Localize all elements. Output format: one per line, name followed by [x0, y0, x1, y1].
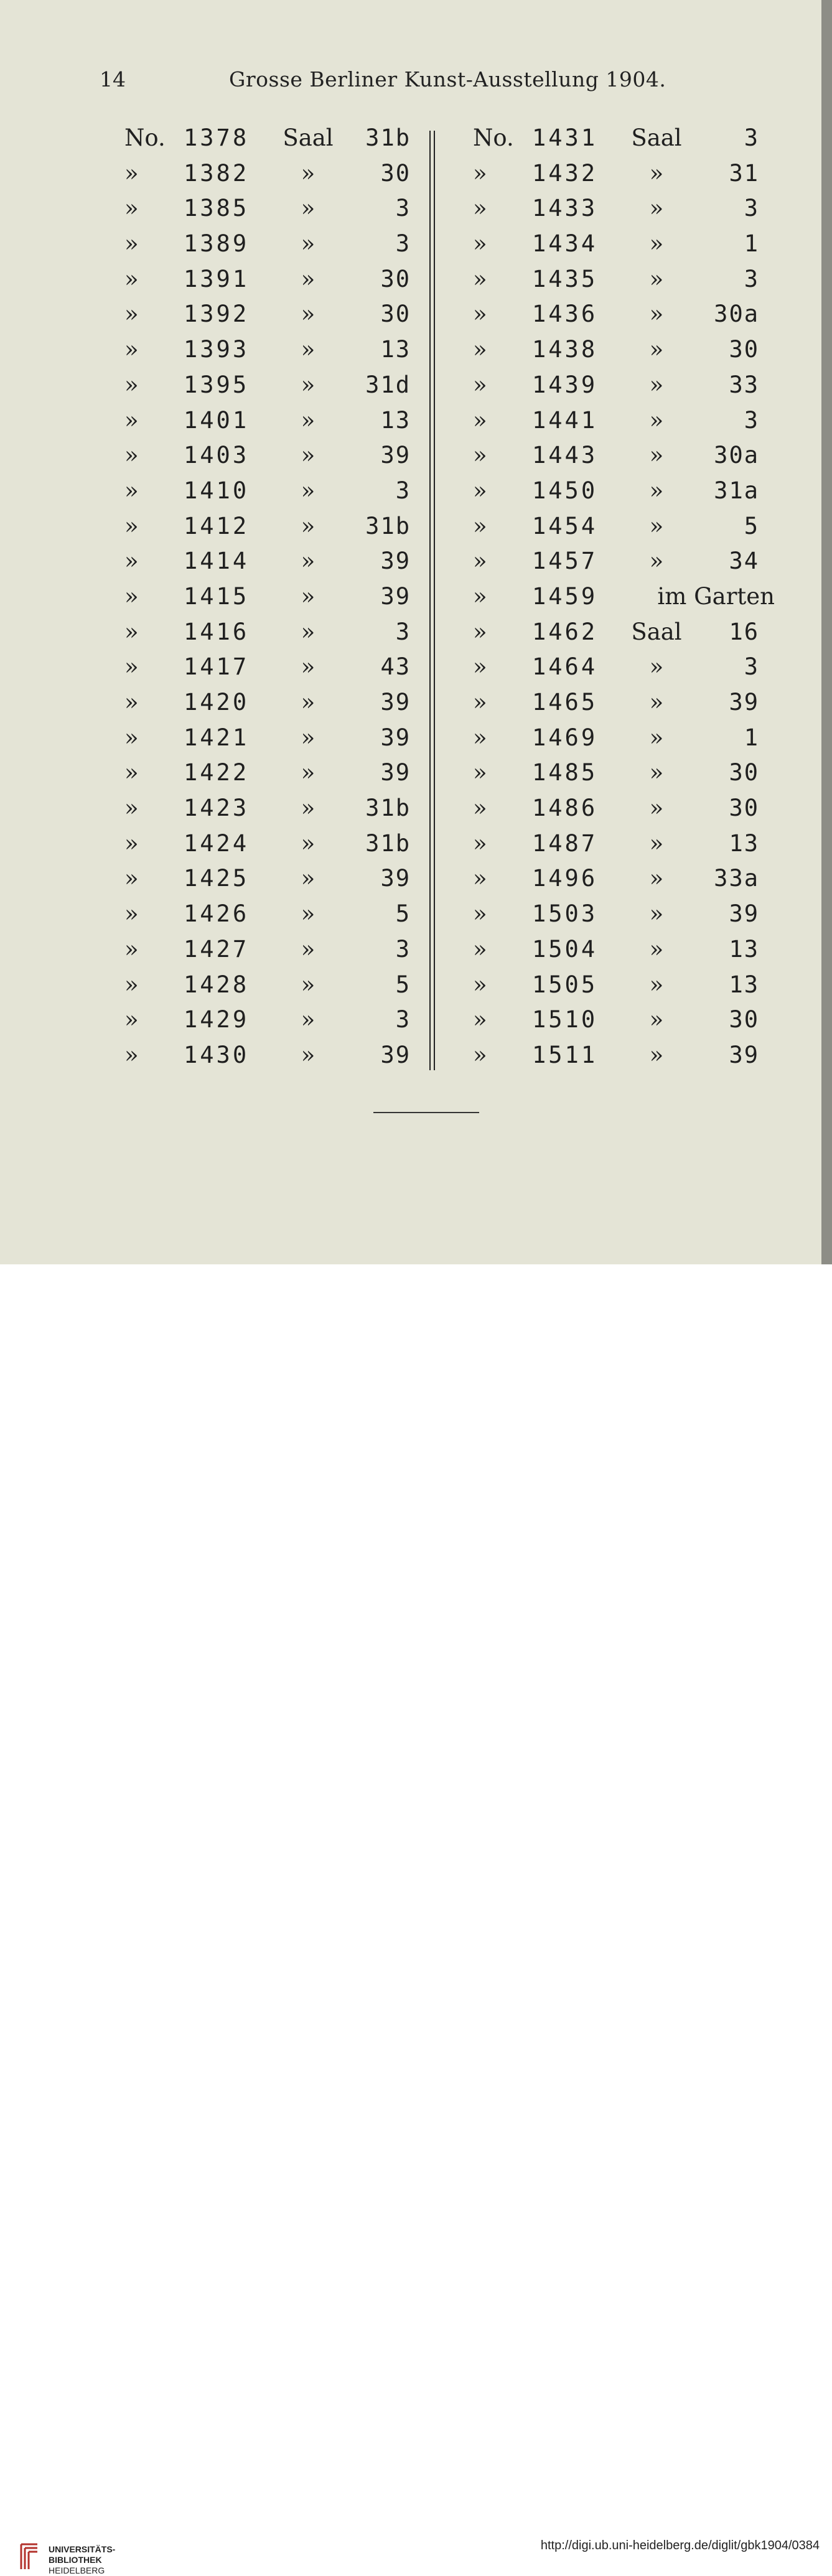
catalog-number: 1415 [184, 582, 250, 610]
entry-prefix: » [124, 336, 139, 363]
entry-prefix: » [124, 301, 139, 328]
entry-prefix: » [124, 159, 139, 187]
room-number: 31b [365, 829, 411, 857]
saal-label: » [301, 1041, 316, 1068]
catalog-number: 1457 [532, 548, 598, 575]
room-number: 31d [365, 371, 411, 398]
saal-label: » [649, 795, 664, 822]
catalog-number: 1434 [532, 230, 598, 258]
saal-label: » [649, 865, 664, 892]
room-number: 39 [380, 865, 411, 892]
saal-label: » [301, 935, 316, 963]
entry-prefix: » [473, 724, 487, 751]
saal-label: im Garten [657, 582, 775, 610]
entry-prefix: » [473, 548, 487, 575]
catalog-number: 1385 [184, 195, 250, 222]
saal-label: » [649, 477, 664, 504]
room-number: 3 [744, 265, 759, 292]
catalog-number: 1439 [532, 371, 598, 398]
saal-label: » [649, 653, 664, 681]
saal-label: » [301, 371, 316, 398]
entry-prefix: » [473, 159, 487, 187]
footer-bar [0, 1264, 832, 2575]
catalog-number: 1435 [532, 265, 598, 292]
room-number: 31a [714, 477, 759, 504]
room-number: 13 [380, 336, 411, 363]
entry-prefix: No. [124, 124, 166, 151]
saal-label: » [649, 935, 664, 963]
saal-label: » [649, 548, 664, 575]
room-number: 39 [729, 1041, 759, 1068]
saal-label: » [301, 829, 316, 857]
room-number: 3 [744, 195, 759, 222]
saal-label: » [649, 1041, 664, 1068]
catalog-number: 1421 [184, 724, 250, 751]
room-number: 39 [380, 582, 411, 610]
entry-prefix: » [473, 689, 487, 716]
column-divider-right-line [434, 131, 435, 1070]
room-number: 3 [395, 1006, 411, 1034]
saal-label: » [301, 900, 316, 928]
saal-label: » [649, 336, 664, 363]
catalog-number: 1393 [184, 336, 250, 363]
saal-label: » [301, 406, 316, 434]
entry-prefix: » [473, 759, 487, 786]
saal-label: » [301, 759, 316, 786]
entry-prefix: » [124, 442, 139, 469]
room-number: 30a [714, 301, 759, 328]
scanned-page [0, 0, 821, 1264]
catalog-number: 1441 [532, 406, 598, 434]
saal-label: » [649, 689, 664, 716]
entry-prefix: » [124, 759, 139, 786]
saal-label: » [301, 689, 316, 716]
saal-label: Saal [631, 124, 682, 151]
saal-label: » [649, 230, 664, 258]
catalog-number: 1414 [184, 548, 250, 575]
entry-prefix: » [473, 195, 487, 222]
saal-label: » [649, 1006, 664, 1034]
page-edge [821, 0, 832, 1264]
room-number: 30 [729, 759, 759, 786]
catalog-number: 1487 [532, 829, 598, 857]
entry-prefix: No. [473, 124, 514, 151]
end-rule [373, 1112, 479, 1113]
saal-label: » [649, 900, 664, 928]
source-url-link[interactable]: http://digi.ub.uni-heidelberg.de/diglit/gbk1904/0384 [540, 2539, 820, 2552]
catalog-number: 1511 [532, 1041, 598, 1068]
room-number: 30 [380, 159, 411, 187]
entry-prefix: » [124, 371, 139, 398]
entry-prefix: » [473, 336, 487, 363]
room-number: 39 [380, 724, 411, 751]
saal-label: » [649, 301, 664, 328]
entry-prefix: » [473, 795, 487, 822]
room-number: 30 [380, 301, 411, 328]
entry-prefix: » [124, 265, 139, 292]
entry-prefix: » [473, 512, 487, 539]
catalog-number: 1401 [184, 406, 250, 434]
room-number: 39 [380, 442, 411, 469]
entry-prefix: » [473, 1041, 487, 1068]
catalog-number: 1426 [184, 900, 250, 928]
saal-label: » [301, 477, 316, 504]
entry-prefix: » [124, 1006, 139, 1034]
saal-label: » [301, 265, 316, 292]
catalog-number: 1423 [184, 795, 250, 822]
entry-prefix: » [473, 971, 487, 998]
room-number: 39 [729, 900, 759, 928]
room-number: 13 [380, 406, 411, 434]
catalog-number: 1420 [184, 689, 250, 716]
saal-label: » [301, 653, 316, 681]
catalog-number: 1427 [184, 935, 250, 963]
catalog-number: 1486 [532, 795, 598, 822]
entry-prefix: » [124, 829, 139, 857]
catalog-number: 1422 [184, 759, 250, 786]
room-number: 13 [729, 829, 759, 857]
saal-label: » [301, 230, 316, 258]
catalog-number: 1450 [532, 477, 598, 504]
entry-prefix: » [473, 865, 487, 892]
catalog-number: 1510 [532, 1006, 598, 1034]
logo-line-2: BIBLIOTHEK [49, 2555, 102, 2565]
saal-label: » [301, 1006, 316, 1034]
saal-label: » [649, 265, 664, 292]
saal-label: » [649, 406, 664, 434]
entry-prefix: » [473, 477, 487, 504]
entry-prefix: » [473, 618, 487, 645]
catalog-number: 1462 [532, 618, 598, 645]
page-number: 14 [100, 67, 126, 91]
catalog-number: 1416 [184, 618, 250, 645]
saal-label: » [301, 971, 316, 998]
entry-prefix: » [473, 582, 487, 610]
room-number: 30 [729, 795, 759, 822]
entry-prefix: » [473, 371, 487, 398]
saal-label: » [301, 301, 316, 328]
entry-prefix: » [124, 548, 139, 575]
catalog-number: 1425 [184, 865, 250, 892]
catalog-number: 1391 [184, 265, 250, 292]
catalog-number: 1505 [532, 971, 598, 998]
room-number: 3 [744, 406, 759, 434]
entry-prefix: » [473, 265, 487, 292]
saal-label: » [649, 442, 664, 469]
room-number: 33a [714, 865, 759, 892]
catalog-number: 1429 [184, 1006, 250, 1034]
saal-label: » [649, 759, 664, 786]
saal-label: Saal [631, 618, 682, 645]
saal-label: » [649, 159, 664, 187]
entry-prefix: » [473, 653, 487, 681]
entry-prefix: » [124, 195, 139, 222]
room-number: 31b [365, 124, 411, 151]
running-title: Grosse Berliner Kunst-Ausstellung 1904. [229, 67, 666, 91]
entry-prefix: » [473, 829, 487, 857]
entry-prefix: » [124, 689, 139, 716]
saal-label: » [301, 582, 316, 610]
entry-prefix: » [124, 406, 139, 434]
room-number: 3 [395, 477, 411, 504]
entry-prefix: » [473, 301, 487, 328]
room-number: 3 [395, 195, 411, 222]
catalog-number: 1436 [532, 301, 598, 328]
catalog-number: 1433 [532, 195, 598, 222]
room-number: 1 [744, 724, 759, 751]
catalog-number: 1412 [184, 512, 250, 539]
room-number: 1 [744, 230, 759, 258]
room-number: 30a [714, 442, 759, 469]
entry-prefix: » [473, 900, 487, 928]
entry-prefix: » [124, 935, 139, 963]
catalog-number: 1403 [184, 442, 250, 469]
room-number: 3 [395, 230, 411, 258]
entry-prefix: » [473, 230, 487, 258]
room-number: 39 [380, 759, 411, 786]
logo-line-1: UNIVERSITÄTS- [49, 2544, 116, 2554]
catalog-number: 1395 [184, 371, 250, 398]
entry-prefix: » [124, 653, 139, 681]
entry-prefix: » [124, 618, 139, 645]
room-number: 34 [729, 548, 759, 575]
room-number: 16 [729, 618, 759, 645]
room-number: 39 [380, 689, 411, 716]
room-number: 39 [380, 548, 411, 575]
catalog-number: 1443 [532, 442, 598, 469]
column-divider-left-line [429, 131, 431, 1070]
room-number: 39 [380, 1041, 411, 1068]
entry-prefix: » [473, 1006, 487, 1034]
saal-label: » [301, 159, 316, 187]
saal-label: » [301, 442, 316, 469]
saal-label: » [301, 795, 316, 822]
room-number: 39 [729, 689, 759, 716]
catalog-number: 1424 [184, 829, 250, 857]
catalog-number: 1430 [184, 1041, 250, 1068]
entry-prefix: » [473, 442, 487, 469]
room-number: 3 [395, 618, 411, 645]
saal-label: Saal [283, 124, 334, 151]
saal-label: » [649, 195, 664, 222]
library-logo-icon [19, 2543, 41, 2570]
catalog-number: 1378 [184, 124, 250, 151]
entry-prefix: » [124, 582, 139, 610]
room-number: 43 [380, 653, 411, 681]
catalog-number: 1428 [184, 971, 250, 998]
catalog-number: 1496 [532, 865, 598, 892]
saal-label: » [649, 971, 664, 998]
saal-label: » [301, 618, 316, 645]
entry-prefix: » [473, 935, 487, 963]
entry-prefix: » [124, 230, 139, 258]
saal-label: » [649, 512, 664, 539]
room-number: 3 [744, 653, 759, 681]
room-number: 5 [744, 512, 759, 539]
room-number: 30 [729, 1006, 759, 1034]
room-number: 31b [365, 512, 411, 539]
saal-label: » [649, 371, 664, 398]
catalog-number: 1464 [532, 653, 598, 681]
catalog-number: 1469 [532, 724, 598, 751]
room-number: 33 [729, 371, 759, 398]
entry-prefix: » [124, 512, 139, 539]
saal-label: » [649, 829, 664, 857]
room-number: 5 [395, 971, 411, 998]
catalog-number: 1454 [532, 512, 598, 539]
entry-prefix: » [473, 406, 487, 434]
entry-prefix: » [124, 865, 139, 892]
room-number: 31b [365, 795, 411, 822]
saal-label: » [301, 336, 316, 363]
catalog-number: 1465 [532, 689, 598, 716]
room-number: 3 [395, 935, 411, 963]
catalog-number: 1438 [532, 336, 598, 363]
saal-label: » [301, 865, 316, 892]
catalog-number: 1392 [184, 301, 250, 328]
saal-label: » [301, 724, 316, 751]
library-logo-text [49, 2544, 115, 2576]
entry-prefix: » [124, 900, 139, 928]
catalog-number: 1431 [532, 124, 598, 151]
entry-prefix: » [124, 971, 139, 998]
saal-label: » [301, 548, 316, 575]
room-number: 13 [729, 971, 759, 998]
catalog-number: 1389 [184, 230, 250, 258]
room-number: 30 [380, 265, 411, 292]
room-number: 3 [744, 124, 759, 151]
logo-line-3: HEIDELBERG [49, 2565, 105, 2575]
catalog-number: 1417 [184, 653, 250, 681]
saal-label: » [301, 512, 316, 539]
entry-prefix: » [124, 795, 139, 822]
catalog-number: 1432 [532, 159, 598, 187]
saal-label: » [301, 195, 316, 222]
entry-prefix: » [124, 477, 139, 504]
catalog-number: 1382 [184, 159, 250, 187]
catalog-number: 1410 [184, 477, 250, 504]
room-number: 31 [729, 159, 759, 187]
catalog-number: 1485 [532, 759, 598, 786]
room-number: 5 [395, 900, 411, 928]
catalog-number: 1503 [532, 900, 598, 928]
entry-prefix: » [124, 724, 139, 751]
entry-prefix: » [124, 1041, 139, 1068]
catalog-number: 1504 [532, 935, 598, 963]
room-number: 30 [729, 336, 759, 363]
saal-label: » [649, 724, 664, 751]
catalog-number: 1459 [532, 582, 598, 610]
room-number: 13 [729, 935, 759, 963]
